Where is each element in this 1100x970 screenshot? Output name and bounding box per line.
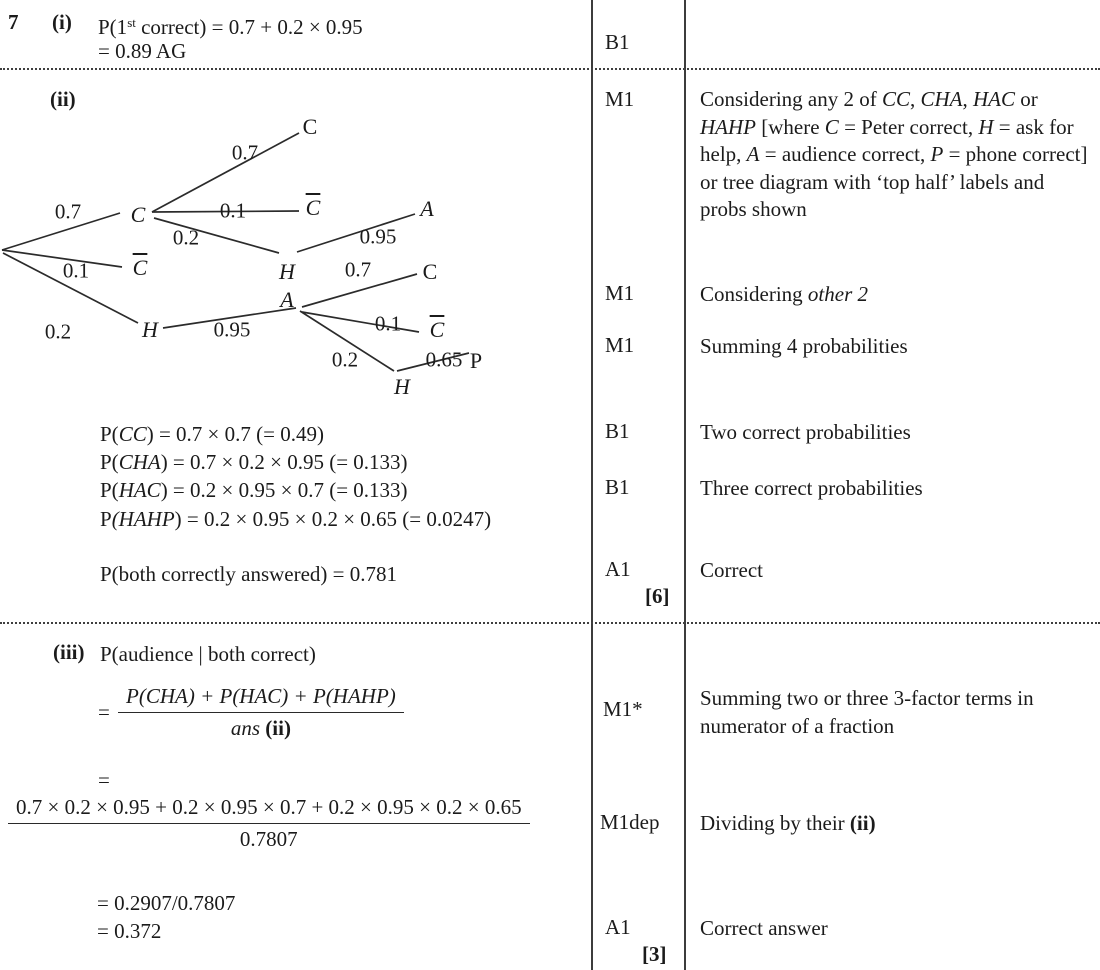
probability-tree-diagram: [0, 100, 524, 412]
tree-edge-probability: 0.2: [44, 319, 72, 344]
text-segment: correct) = 0.7 + 0.2 × 0.95: [135, 15, 363, 39]
mark-ii-b1a: B1: [605, 419, 630, 443]
text-segment: P: [100, 507, 112, 531]
part-iii-fraction-1: [118, 684, 404, 741]
text-segment: P(: [100, 478, 119, 502]
tree-node-label: H: [142, 317, 158, 342]
tree-edge-probability: 0.95: [359, 224, 397, 249]
text-segment: P(: [100, 422, 119, 446]
mark-ii-m1a: M1: [605, 281, 635, 305]
tree-node-label: $\overline{C}$: [132, 255, 148, 280]
text-segment: C: [824, 114, 839, 139]
text-segment: P(audience | both correct): [100, 642, 316, 666]
mark-ii-a1: A1: [605, 557, 631, 581]
part-iii-result-2: [97, 917, 161, 945]
text-segment: Two correct probabilities: [700, 420, 911, 444]
tree-edge-probability: 0.2: [331, 347, 359, 372]
tree-node-label: A: [420, 196, 434, 221]
text-segment: Correct answer: [700, 916, 828, 940]
part-divider-ii-iii: [0, 622, 1100, 624]
part-i-label: (i): [52, 10, 72, 34]
text-segment: ) = 0.2 × 0.95 × 0.2 × 0.65 (= 0.0247): [174, 507, 492, 531]
text-segment: other 2: [807, 282, 868, 306]
part-i-working-line-2: [98, 37, 186, 65]
tree-node-label: $\overline{C}$: [429, 317, 445, 342]
text-segment: HAC: [118, 478, 161, 502]
text-segment: Correct: [700, 558, 763, 582]
tree-edge-probability: 0.2: [172, 225, 200, 250]
comment-column-left-rule: [684, 0, 686, 970]
text-segment: Three correct probabilities: [700, 476, 923, 500]
mark-column-left-rule: [591, 0, 593, 970]
mark-iii-a1: A1: [605, 915, 631, 939]
comment-iii-2: [700, 810, 1092, 838]
text-segment: ,: [962, 87, 973, 111]
mark-iii-total: [3]: [642, 942, 667, 966]
tree-node-label: $\overline{C}$: [305, 195, 321, 220]
comment-ii-2: [700, 281, 1092, 309]
text-segment: = 0.372: [97, 919, 162, 943]
tree-edge-probability: 0.7: [344, 257, 372, 282]
tree-edge-probability: 0.95: [213, 317, 251, 342]
text-segment: 0.7807: [239, 827, 298, 851]
comment-ii-5: [700, 475, 1092, 503]
tree-edge-probability: 0.7: [54, 199, 82, 224]
text-segment: CHA: [920, 87, 963, 111]
part-ii-eq-final: [100, 560, 397, 588]
tree-node-label: C: [422, 259, 438, 284]
text-segment: Considering: [700, 282, 808, 306]
part-divider-i-ii: [0, 68, 1100, 70]
text-segment: Summing 4 probabilities: [700, 334, 908, 358]
text-segment: (ii): [849, 811, 876, 835]
tree-node-label: C: [302, 114, 318, 139]
tree-branch-line: [302, 312, 419, 332]
tree-node-label: H: [394, 374, 410, 399]
text-segment: P(CHA) + P(HAC) + P(HAHP): [126, 684, 396, 708]
text-segment: = ask for help,: [700, 114, 1074, 166]
text-segment: CC: [118, 422, 147, 446]
mark-ii-m1b: M1: [605, 333, 635, 357]
part-iii-fraction-1-denominator: [118, 713, 404, 741]
mark-ii-m1c: M1: [605, 87, 635, 111]
question-number: 7: [8, 10, 19, 34]
text-segment: Considering any 2 of: [700, 87, 882, 111]
comment-ii-3: [700, 333, 1092, 361]
text-segment: = audience correct,: [759, 142, 931, 166]
tree-node-label: C: [130, 202, 146, 227]
text-segment: HAHP: [700, 114, 756, 139]
mark-iii-m1dep: M1dep: [600, 810, 660, 834]
part-iii-fraction-2-numerator: [8, 795, 530, 824]
part-iii-fraction-1-numerator: [118, 684, 404, 713]
comment-iii-1: [700, 685, 1092, 740]
tree-node-label: H: [279, 259, 295, 284]
comment-ii-1: [700, 86, 1092, 224]
text-segment: = 0.2907/0.7807: [97, 891, 236, 915]
part-iii-label: (iii): [53, 640, 85, 664]
text-segment: HAC: [973, 87, 1015, 111]
tree-edge-probability: 0.65: [425, 347, 463, 372]
mark-iii-m1: M1*: [603, 697, 643, 721]
text-segment: ) = 0.7 × 0.2 × 0.95 (= 0.133): [160, 450, 408, 474]
part-iii-fraction-2-denominator: [8, 824, 530, 852]
text-segment: or: [1015, 87, 1038, 111]
text-segment: P: [930, 142, 944, 166]
mark-i-b1: B1: [605, 30, 630, 54]
part-iii-frac1-equals: =: [98, 700, 110, 724]
tree-edge-probability: 0.1: [374, 311, 402, 336]
text-segment: P(1: [98, 15, 128, 39]
text-segment: Dividing by their: [700, 811, 850, 835]
text-segment: (HAHP: [111, 507, 175, 531]
mark-ii-total: [6]: [645, 584, 670, 608]
part-iii-equals-2: =: [98, 768, 110, 792]
tree-edge-probability: 0.1: [62, 258, 90, 283]
part-iii-fraction-2: [8, 795, 530, 852]
text-segment: ) = 0.2 × 0.95 × 0.7 (= 0.133): [160, 478, 408, 502]
text-segment: = phone correct] or tree diagram with ‘top half’ labels and probs shown: [700, 142, 1088, 221]
text-segment: ) = 0.7 × 0.7 (= 0.49): [146, 422, 324, 446]
comment-ii-4: [700, 419, 1092, 447]
text-segment: P(: [100, 450, 119, 474]
comment-ii-6: [700, 557, 1092, 585]
part-ii-eq-phahp: [100, 505, 491, 533]
part-ii-label: (ii): [50, 87, 76, 111]
text-segment: [where: [756, 114, 825, 139]
text-segment: CC: [881, 87, 910, 111]
text-segment: Summing two or three 3-factor terms in numerator of a fraction: [700, 686, 1034, 738]
text-segment: ,: [910, 87, 921, 111]
text-segment: A: [746, 142, 760, 166]
text-segment: = 0.89 AG: [98, 39, 187, 63]
text-segment: = Peter correct,: [838, 114, 979, 139]
tree-node-label: A: [280, 287, 294, 312]
mark-ii-b1b: B1: [605, 475, 630, 499]
text-segment: st: [127, 15, 136, 30]
text-segment: ans: [230, 716, 266, 740]
comment-iii-3: [700, 915, 1092, 943]
text-segment: P(both correctly answered) = 0.781: [100, 562, 398, 586]
part-ii-eq-pcc: [100, 420, 324, 448]
text-segment: (ii): [265, 716, 291, 740]
tree-edge-probability: 0.1: [219, 198, 247, 223]
part-iii-result-1: [97, 889, 235, 917]
tree-edge-probability: 0.7: [231, 140, 259, 165]
part-iii-header: [100, 640, 316, 668]
text-segment: CHA: [118, 450, 161, 474]
part-ii-eq-phac: [100, 476, 408, 504]
part-ii-eq-pcha: [100, 448, 408, 476]
tree-node-label: P: [469, 348, 483, 373]
text-segment: H: [978, 114, 994, 139]
text-segment: 0.7 × 0.2 × 0.95 + 0.2 × 0.95 × 0.7 + 0.2 × 0.95 × 0.2 × 0.65: [16, 795, 522, 819]
